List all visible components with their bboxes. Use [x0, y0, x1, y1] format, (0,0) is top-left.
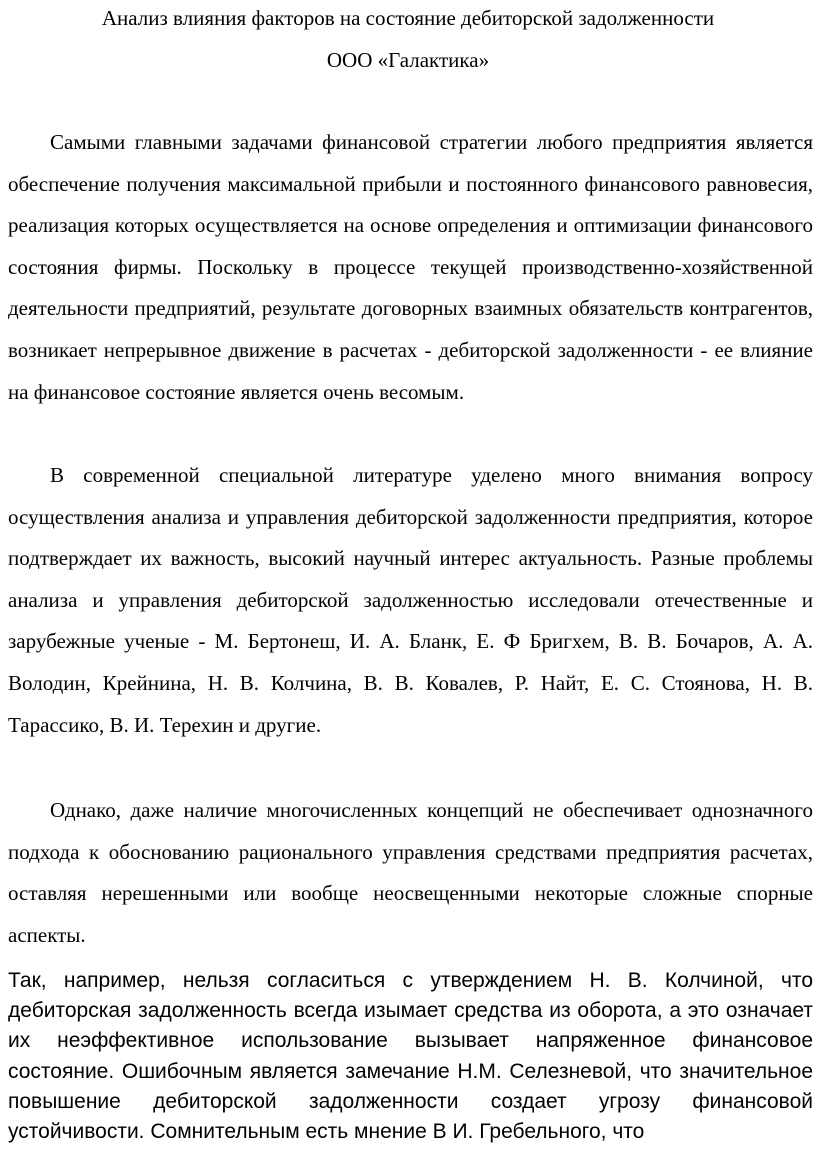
paragraph-4: Так, например, нельзя согласиться с утверждением Н. В. Колчиной, что дебиторская задолженность всегда изымает средства из оборота, а это означает их неэффективное использование вызывает напряженное финансовое состояние. Ошибочным является замечание Н.М. Селезневой, что значительное повышение дебиторской задолженности создает угрозу финансовой устойчивости. Сомнительным есть мнение В И. Гребельного, что	[8, 969, 813, 1144]
document-title-line-2: ООО «Галактика»	[326, 48, 490, 72]
paragraph-1: Самыми главными задачами финансовой стратегии любого предприятия является обеспечение получения максимальной прибыли и постоянного финансового равновесия, реализация которых осуществляется на основе определения и оптимизации финансового состояния фирмы. Поскольку в процессе текущей производственно-хозяйственной деятельности предприятий, результате договорных взаимных обязательств контрагентов, возникает непрерывное движение в расчетах - дебиторской задолженности - ее влияние на финансовое состояние является очень весомым.	[8, 130, 813, 404]
paragraph-2: В современной специальной литературе уделено много внимания вопросу осуществления анализа и управления дебиторской задолженности предприятия, которое подтверждает их важность, высокий научный интерес актуальность. Разные проблемы анализа и управления дебиторской задолженностью исследовали отечественные и зарубежные ученые - М. Бертонеш, И. А. Бланк, Е. Ф Бригхем, В. В. Бочаров, А. А. Володин, Крейнина, Н. В. Колчина, В. В. Ковалев, Р. Найт, Е. С. Стоянова, Н. В. Тарассико, В. И. Терехин и другие.	[8, 463, 813, 737]
document-title-line-1: Анализ влияния факторов на состояние дебиторской задолженности	[101, 6, 715, 30]
paragraph-3: Однако, даже наличие многочисленных концепций не обеспечивает однозначного подхода к обоснованию рационального управления средствами предприятия расчетах, оставляя нерешенными или вообще неосвещенными некоторые сложные спорные аспекты.	[8, 798, 813, 947]
